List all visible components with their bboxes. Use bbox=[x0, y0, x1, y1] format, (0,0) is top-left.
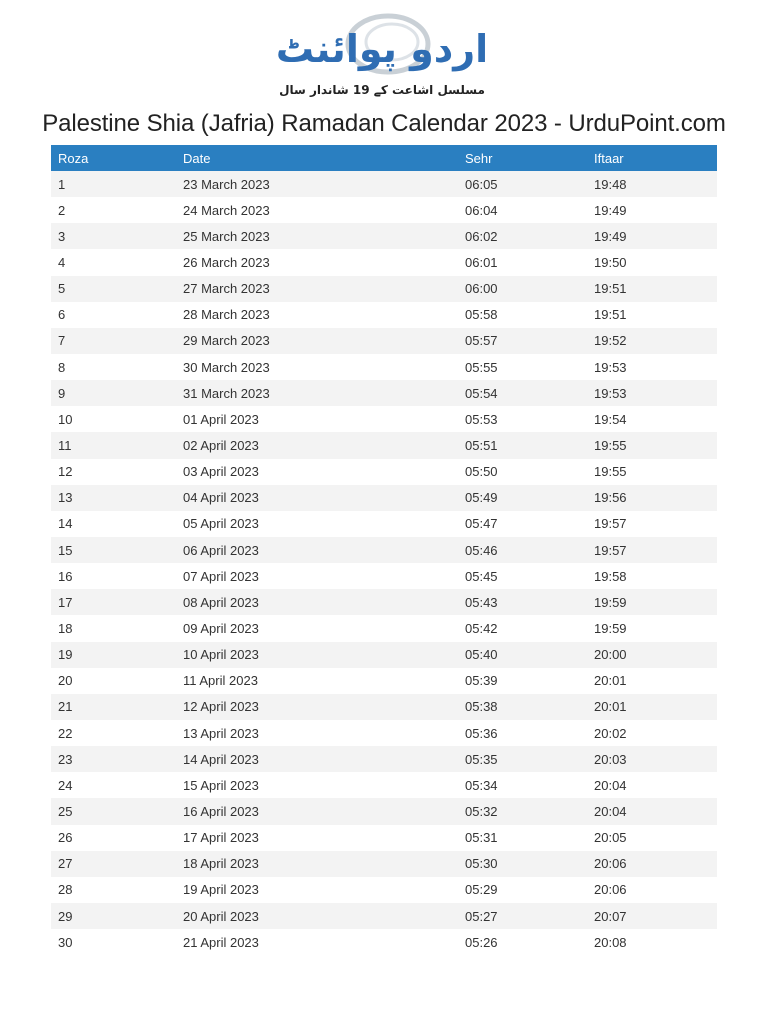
date-cell: 13 April 2023 bbox=[176, 720, 458, 746]
date-cell: 10 April 2023 bbox=[176, 642, 458, 668]
sehr-cell: 06:01 bbox=[458, 249, 587, 275]
iftaar-cell: 20:05 bbox=[587, 825, 717, 851]
sehr-cell: 05:47 bbox=[458, 511, 587, 537]
iftaar-cell: 20:03 bbox=[587, 746, 717, 772]
iftaar-cell: 19:56 bbox=[587, 485, 717, 511]
table-row bbox=[51, 406, 717, 432]
sehr-cell: 05:27 bbox=[458, 903, 587, 929]
roza-cell: 29 bbox=[51, 903, 176, 929]
date-cell: 28 March 2023 bbox=[176, 302, 458, 328]
table-row bbox=[51, 589, 717, 615]
table-header-row bbox=[51, 145, 717, 171]
sehr-cell: 05:32 bbox=[458, 798, 587, 824]
logo-tagline: مسلسل اشاعت کے 19 شاندار سال bbox=[279, 83, 485, 97]
table-row bbox=[51, 694, 717, 720]
roza-cell: 1 bbox=[51, 171, 176, 197]
table-row bbox=[51, 825, 717, 851]
ramadan-calendar-table bbox=[51, 145, 717, 955]
date-cell: 08 April 2023 bbox=[176, 589, 458, 615]
sehr-cell: 05:43 bbox=[458, 589, 587, 615]
table-row bbox=[51, 668, 717, 694]
column-header-date: Date bbox=[176, 145, 458, 171]
sehr-cell: 06:05 bbox=[458, 171, 587, 197]
table-row bbox=[51, 223, 717, 249]
table-row bbox=[51, 459, 717, 485]
table-row bbox=[51, 511, 717, 537]
date-cell: 16 April 2023 bbox=[176, 798, 458, 824]
iftaar-cell: 19:55 bbox=[587, 459, 717, 485]
sehr-cell: 05:53 bbox=[458, 406, 587, 432]
table-row bbox=[51, 851, 717, 877]
date-cell: 19 April 2023 bbox=[176, 877, 458, 903]
table-row bbox=[51, 302, 717, 328]
roza-cell: 7 bbox=[51, 328, 176, 354]
iftaar-cell: 19:58 bbox=[587, 563, 717, 589]
roza-cell: 13 bbox=[51, 485, 176, 511]
roza-cell: 3 bbox=[51, 223, 176, 249]
roza-cell: 10 bbox=[51, 406, 176, 432]
date-cell: 05 April 2023 bbox=[176, 511, 458, 537]
iftaar-cell: 20:02 bbox=[587, 720, 717, 746]
table-row bbox=[51, 563, 717, 589]
date-cell: 21 April 2023 bbox=[176, 929, 458, 955]
table-row bbox=[51, 929, 717, 955]
date-cell: 09 April 2023 bbox=[176, 615, 458, 641]
sehr-cell: 05:45 bbox=[458, 563, 587, 589]
iftaar-cell: 19:49 bbox=[587, 223, 717, 249]
date-cell: 02 April 2023 bbox=[176, 432, 458, 458]
sehr-cell: 05:55 bbox=[458, 354, 587, 380]
sehr-cell: 05:42 bbox=[458, 615, 587, 641]
date-cell: 03 April 2023 bbox=[176, 459, 458, 485]
sehr-cell: 05:46 bbox=[458, 537, 587, 563]
roza-cell: 30 bbox=[51, 929, 176, 955]
date-cell: 31 March 2023 bbox=[176, 380, 458, 406]
sehr-cell: 05:26 bbox=[458, 929, 587, 955]
iftaar-cell: 19:54 bbox=[587, 406, 717, 432]
iftaar-cell: 19:59 bbox=[587, 615, 717, 641]
roza-cell: 2 bbox=[51, 197, 176, 223]
date-cell: 25 March 2023 bbox=[176, 223, 458, 249]
table-row bbox=[51, 615, 717, 641]
roza-cell: 8 bbox=[51, 354, 176, 380]
table-row bbox=[51, 642, 717, 668]
sehr-cell: 05:51 bbox=[458, 432, 587, 458]
sehr-cell: 05:35 bbox=[458, 746, 587, 772]
iftaar-cell: 20:07 bbox=[587, 903, 717, 929]
iftaar-cell: 19:57 bbox=[587, 537, 717, 563]
table-row bbox=[51, 328, 717, 354]
iftaar-cell: 19:49 bbox=[587, 197, 717, 223]
table-row bbox=[51, 537, 717, 563]
iftaar-cell: 20:06 bbox=[587, 851, 717, 877]
sehr-cell: 05:54 bbox=[458, 380, 587, 406]
date-cell: 26 March 2023 bbox=[176, 249, 458, 275]
table-row bbox=[51, 720, 717, 746]
table-row bbox=[51, 798, 717, 824]
iftaar-cell: 19:57 bbox=[587, 511, 717, 537]
roza-cell: 23 bbox=[51, 746, 176, 772]
roza-cell: 24 bbox=[51, 772, 176, 798]
date-cell: 29 March 2023 bbox=[176, 328, 458, 354]
date-cell: 20 April 2023 bbox=[176, 903, 458, 929]
roza-cell: 20 bbox=[51, 668, 176, 694]
column-header-iftaar: Iftaar bbox=[587, 145, 717, 171]
roza-cell: 18 bbox=[51, 615, 176, 641]
column-header-sehr: Sehr bbox=[458, 145, 587, 171]
roza-cell: 19 bbox=[51, 642, 176, 668]
table-row bbox=[51, 877, 717, 903]
iftaar-cell: 20:00 bbox=[587, 642, 717, 668]
iftaar-cell: 19:50 bbox=[587, 249, 717, 275]
sehr-cell: 06:02 bbox=[458, 223, 587, 249]
roza-cell: 6 bbox=[51, 302, 176, 328]
roza-cell: 28 bbox=[51, 877, 176, 903]
iftaar-cell: 19:51 bbox=[587, 302, 717, 328]
table-row bbox=[51, 354, 717, 380]
iftaar-cell: 20:06 bbox=[587, 877, 717, 903]
page-title: Palestine Shia (Jafria) Ramadan Calendar 2023 - UrduPoint.com bbox=[42, 110, 726, 137]
logo-wordmark: اردو پوائنٹ bbox=[275, 27, 489, 71]
iftaar-cell: 19:53 bbox=[587, 354, 717, 380]
sehr-cell: 05:36 bbox=[458, 720, 587, 746]
roza-cell: 15 bbox=[51, 537, 176, 563]
table-row bbox=[51, 276, 717, 302]
urdupoint-logo-icon bbox=[275, 10, 489, 102]
sehr-cell: 05:34 bbox=[458, 772, 587, 798]
roza-cell: 21 bbox=[51, 694, 176, 720]
sehr-cell: 05:49 bbox=[458, 485, 587, 511]
roza-cell: 14 bbox=[51, 511, 176, 537]
sehr-cell: 05:30 bbox=[458, 851, 587, 877]
date-cell: 15 April 2023 bbox=[176, 772, 458, 798]
iftaar-cell: 19:59 bbox=[587, 589, 717, 615]
date-cell: 24 March 2023 bbox=[176, 197, 458, 223]
roza-cell: 4 bbox=[51, 249, 176, 275]
date-cell: 27 March 2023 bbox=[176, 276, 458, 302]
roza-cell: 5 bbox=[51, 276, 176, 302]
iftaar-cell: 20:01 bbox=[587, 668, 717, 694]
date-cell: 18 April 2023 bbox=[176, 851, 458, 877]
sehr-cell: 05:31 bbox=[458, 825, 587, 851]
iftaar-cell: 20:04 bbox=[587, 798, 717, 824]
table-body bbox=[51, 171, 717, 955]
iftaar-cell: 20:08 bbox=[587, 929, 717, 955]
roza-cell: 17 bbox=[51, 589, 176, 615]
table-row bbox=[51, 746, 717, 772]
table-row bbox=[51, 432, 717, 458]
table-row bbox=[51, 772, 717, 798]
roza-cell: 16 bbox=[51, 563, 176, 589]
date-cell: 12 April 2023 bbox=[176, 694, 458, 720]
column-header-roza: Roza bbox=[51, 145, 176, 171]
roza-cell: 12 bbox=[51, 459, 176, 485]
date-cell: 04 April 2023 bbox=[176, 485, 458, 511]
sehr-cell: 05:38 bbox=[458, 694, 587, 720]
roza-cell: 11 bbox=[51, 432, 176, 458]
table-row bbox=[51, 249, 717, 275]
iftaar-cell: 20:01 bbox=[587, 694, 717, 720]
iftaar-cell: 19:53 bbox=[587, 380, 717, 406]
table-row bbox=[51, 171, 717, 197]
urdupoint-logo[interactable] bbox=[275, 10, 489, 102]
date-cell: 07 April 2023 bbox=[176, 563, 458, 589]
table-row bbox=[51, 380, 717, 406]
sehr-cell: 05:39 bbox=[458, 668, 587, 694]
date-cell: 01 April 2023 bbox=[176, 406, 458, 432]
date-cell: 11 April 2023 bbox=[176, 668, 458, 694]
roza-cell: 25 bbox=[51, 798, 176, 824]
date-cell: 17 April 2023 bbox=[176, 825, 458, 851]
date-cell: 30 March 2023 bbox=[176, 354, 458, 380]
sehr-cell: 06:00 bbox=[458, 276, 587, 302]
roza-cell: 27 bbox=[51, 851, 176, 877]
roza-cell: 22 bbox=[51, 720, 176, 746]
table-row bbox=[51, 197, 717, 223]
sehr-cell: 05:57 bbox=[458, 328, 587, 354]
iftaar-cell: 19:55 bbox=[587, 432, 717, 458]
iftaar-cell: 19:51 bbox=[587, 276, 717, 302]
sehr-cell: 05:29 bbox=[458, 877, 587, 903]
iftaar-cell: 20:04 bbox=[587, 772, 717, 798]
table-row bbox=[51, 485, 717, 511]
iftaar-cell: 19:48 bbox=[587, 171, 717, 197]
roza-cell: 9 bbox=[51, 380, 176, 406]
date-cell: 23 March 2023 bbox=[176, 171, 458, 197]
roza-cell: 26 bbox=[51, 825, 176, 851]
date-cell: 06 April 2023 bbox=[176, 537, 458, 563]
sehr-cell: 05:58 bbox=[458, 302, 587, 328]
table-row bbox=[51, 903, 717, 929]
sehr-cell: 05:50 bbox=[458, 459, 587, 485]
sehr-cell: 05:40 bbox=[458, 642, 587, 668]
sehr-cell: 06:04 bbox=[458, 197, 587, 223]
iftaar-cell: 19:52 bbox=[587, 328, 717, 354]
date-cell: 14 April 2023 bbox=[176, 746, 458, 772]
